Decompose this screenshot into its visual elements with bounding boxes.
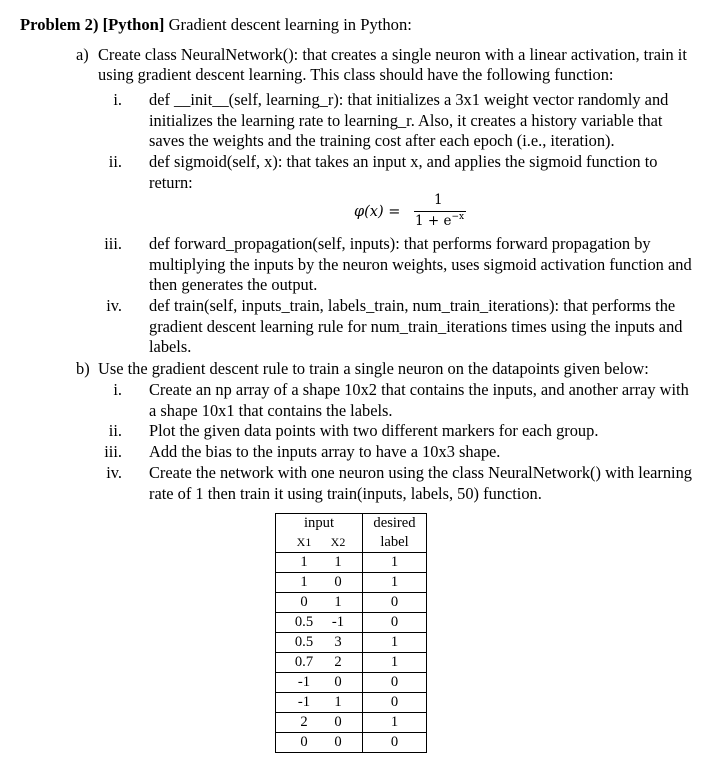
header-input: input: [276, 514, 363, 534]
part-b-text: Use the gradient descent rule to train a single neuron on the datapoints given below:: [98, 359, 649, 378]
x2-value: 0: [334, 674, 342, 690]
table-row: [276, 673, 427, 693]
table-row: [276, 733, 427, 753]
part-a-item-3-num: iii.: [104, 234, 122, 253]
input-cell: [276, 653, 363, 673]
header-x1: X1: [296, 535, 312, 549]
label-value: 0: [363, 673, 427, 693]
input-cell: [276, 673, 363, 693]
input-cell: [276, 593, 363, 613]
input-cell: [276, 693, 363, 713]
part-b-item-4-text: Create the network with one neuron using the class NeuralNetwork() with learning rate of 1 then train it using train(inputs, labels, 50) function.: [149, 463, 693, 503]
part-b-item-3-num: iii.: [104, 442, 122, 461]
x1-value: 2: [300, 714, 308, 730]
part-a-text: Create class NeuralNetwork(): that creates a single neuron with a linear activation, train it using gradient descent learning. This class should have the following function:: [98, 45, 687, 84]
x2-value: 3: [334, 634, 342, 650]
x2-value: 0: [334, 714, 342, 730]
x1-value: 0.7: [294, 654, 314, 670]
part-b-item-3-text: Add the bias to the inputs array to have a 10x3 shape.: [149, 442, 501, 461]
input-cell: [276, 713, 363, 733]
label-value: 0: [363, 733, 427, 753]
table-row: [276, 633, 427, 653]
table-row: [276, 713, 427, 733]
label-value: 0: [363, 613, 427, 633]
x2-value: 1: [334, 694, 342, 710]
input-cell: [276, 573, 363, 593]
table-row: [276, 653, 427, 673]
x1-value: -1: [297, 674, 311, 690]
table-row: [276, 593, 427, 613]
part-a-item-1-text: def __init__(self, learning_r): that initializes a 3x1 weight vector randomly and initializes the learning rate to learning_r. Also, it creates a history variable that saves the weights and the training cost after each epoch (i.e., iteration).: [149, 90, 669, 150]
formula-numerator: 1: [434, 192, 443, 208]
header-label: label: [363, 533, 427, 553]
label-value: 1: [363, 633, 427, 653]
part-a-item-2-num: ii.: [108, 152, 122, 171]
header-x2: X2: [330, 535, 346, 549]
label-value: 0: [363, 593, 427, 613]
part-b-item-1-text: Create an np array of a shape 10x2 that contains the inputs, and another array with a shape 10x1 that contains the labels.: [149, 380, 689, 420]
data-table: [275, 513, 427, 753]
part-a-item-3-text: def forward_propagation(self, inputs): that performs forward propagation by multiplying the inputs by the neuron weights, uses sigmoid activation function and then generates the output.: [149, 234, 692, 294]
table-row: [276, 613, 427, 633]
x1-value: 0.5: [294, 614, 314, 630]
part-a-letter: a): [76, 45, 89, 64]
label-value: 1: [363, 553, 427, 573]
input-cell: [276, 613, 363, 633]
x2-value: 0: [334, 574, 342, 590]
x1-value: 0: [300, 594, 308, 610]
formula-denominator: $1 + e^{-x}$: [415, 212, 465, 229]
table-row: [276, 693, 427, 713]
x2-value: -1: [331, 614, 345, 630]
part-a-item-1-num: i.: [113, 90, 122, 109]
x1-value: -1: [297, 694, 311, 710]
formula-lhs: φ(x) =: [354, 204, 401, 220]
label-value: 1: [363, 713, 427, 733]
x1-value: 0.5: [294, 634, 314, 650]
input-cell: [276, 553, 363, 573]
x1-value: 1: [300, 574, 308, 590]
problem-title: Problem 2) [Python] Gradient descent learning in Python:: [20, 15, 412, 34]
label-value: 0: [363, 693, 427, 713]
table-row: [276, 573, 427, 593]
input-cell: [276, 733, 363, 753]
part-a-item-4-text: def train(self, inputs_train, labels_train, num_train_iterations): that performs the gradient descent learning rule for num_train_iterations times using the inputs and labels.: [149, 296, 683, 356]
x2-value: 1: [334, 594, 342, 610]
x2-value: 1: [334, 554, 342, 570]
part-b-item-2-text: Plot the given data points with two different markers for each group.: [149, 421, 599, 440]
x1-value: 1: [300, 554, 308, 570]
header-x-columns: [276, 533, 363, 553]
x2-value: 2: [334, 654, 342, 670]
table-row: [276, 553, 427, 573]
part-b-letter: b): [76, 359, 90, 378]
input-cell: [276, 633, 363, 653]
part-b-item-2-num: ii.: [108, 421, 122, 440]
header-desired: desired: [363, 514, 427, 534]
part-b-item-4-num: iv.: [106, 463, 122, 482]
part-b-item-1-num: i.: [113, 380, 122, 399]
part-a-item-2-text: def sigmoid(self, x): that takes an input x, and applies the sigmoid function to return:: [149, 152, 658, 192]
label-value: 1: [363, 573, 427, 593]
part-a-item-4-num: iv.: [106, 296, 122, 315]
x2-value: 0: [334, 734, 342, 750]
label-value: 1: [363, 653, 427, 673]
x1-value: 0: [300, 734, 308, 750]
